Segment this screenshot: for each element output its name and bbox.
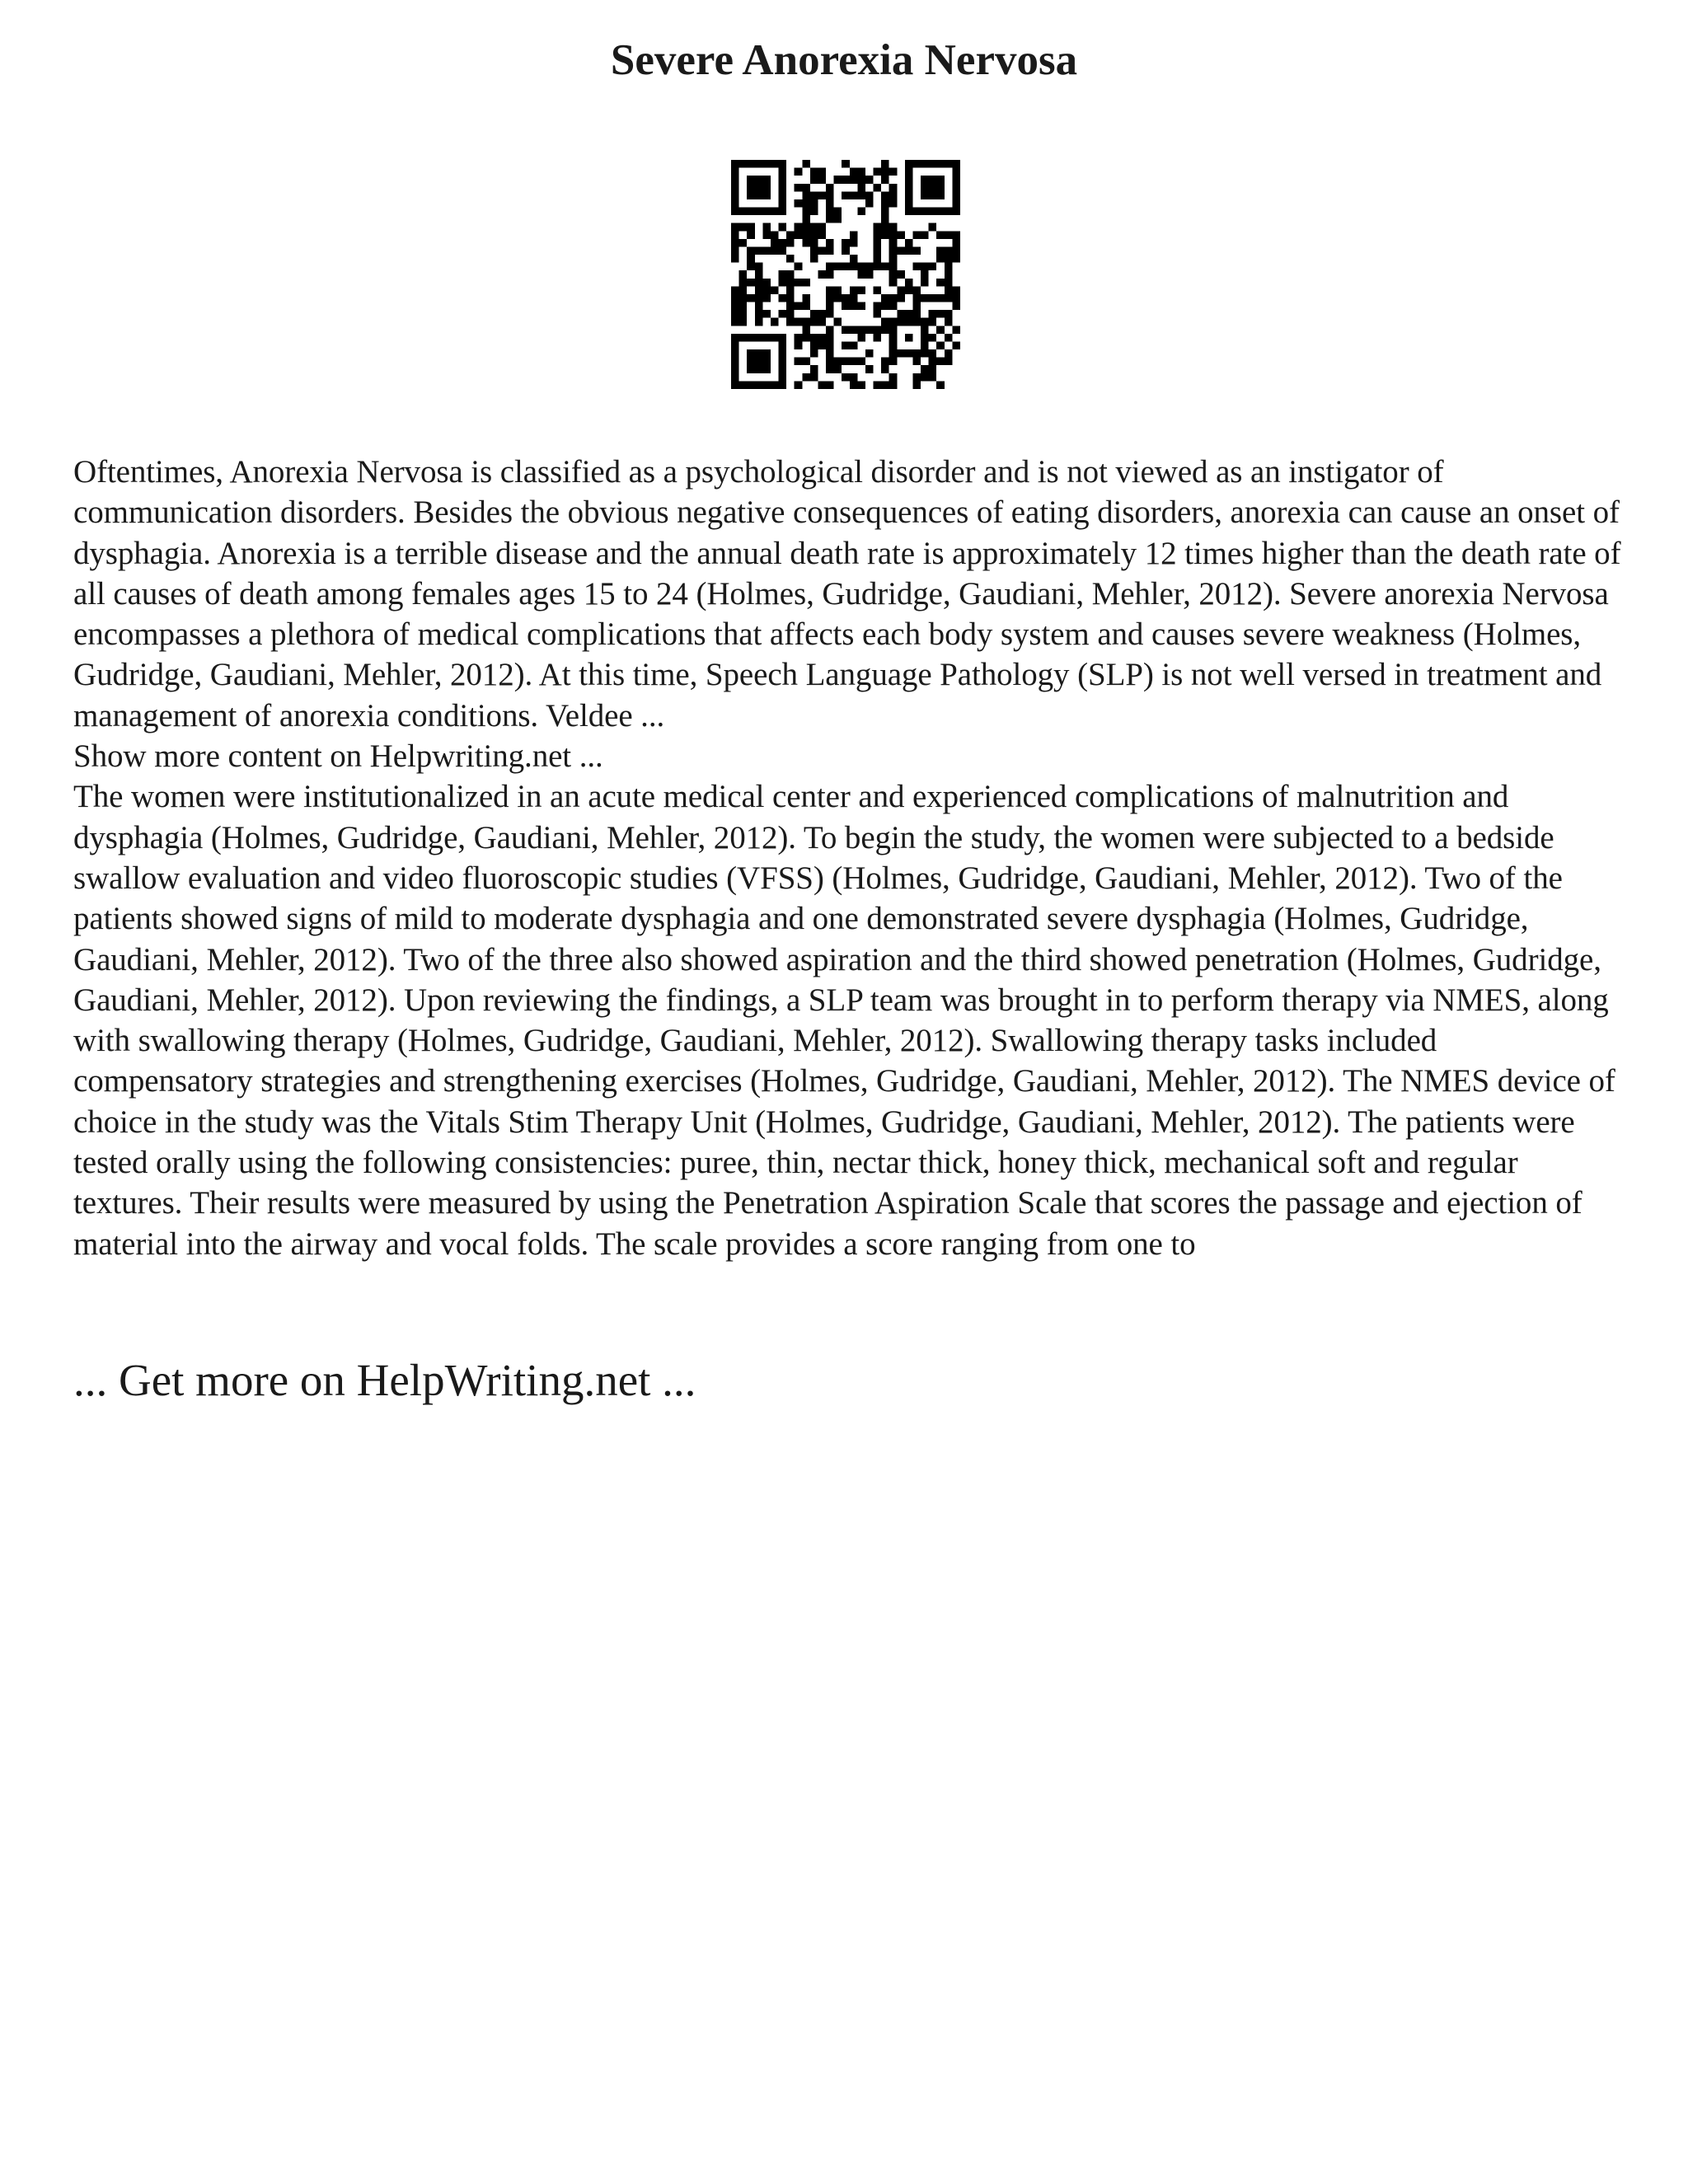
paragraph-intro: Oftentimes, Anorexia Nervosa is classified as a psychological disorder and is not viewed as an instigator of communication disorders. Besides the obvious negative consequences of eating disorders, anorexia can cause an onset of dysphagia. Anorexia is a terrible disease and the annual death rate is approximately 12 times higher than the death rate of all causes of death among females ages 15 to 24 (Holmes, Gudridge, Gaudiani, Mehler, 2012). Severe anorexia Nervosa encompasses a plethora of medical complications that affects each body system and causes severe weakness (Holmes, Gudridge, Gaudiani, Mehler, 2012). At this time, Speech Language Pathology (SLP) is not well versed in treatment and management of anorexia conditions. Veldee ...	[73, 454, 1621, 733]
article-body	[73, 452, 1623, 1264]
show-more-line: Show more content on Helpwriting.net ...	[73, 738, 603, 775]
qr-code-graphic	[731, 160, 960, 389]
get-more-link[interactable]: ... Get more on HelpWriting.net ...	[73, 1355, 696, 1405]
qr-code-icon[interactable]	[731, 160, 960, 389]
paragraph-study: The women were institutionalized in an acute medical center and experienced complications of malnutrition and dysphagia (Holmes, Gudridge, Gaudiani, Mehler, 2012). To begin the study, the women were subjected to a bedside swallow evaluation and video fluoroscopic studies (VFSS) (Holmes, Gudridge, Gaudiani, Mehler, 2012). Two of the patients showed signs of mild to moderate dysphagia and one demonstrated severe dysphagia (Holmes, Gudridge, Gaudiani, Mehler, 2012). Two of the three also showed aspiration and the third showed penetration (Holmes, Gudridge, Gaudiani, Mehler, 2012). Upon reviewing the findings, a SLP team was brought in to perform therapy via NMES, along with swallowing therapy (Holmes, Gudridge, Gaudiani, Mehler, 2012). Swallowing therapy tasks included compensatory strategies and strengthening exercises (Holmes, Gudridge, Gaudiani, Mehler, 2012). The NMES device of choice in the study was the Vitals Stim Therapy Unit (Holmes, Gudridge, Gaudiani, Mehler, 2012). The patients were tested orally using the following consistencies: puree, thin, nectar thick, honey thick, mechanical soft and regular textures. Their results were measured by using the Penetration Aspiration Scale that scores the passage and ejection of material into the airway and vocal folds. The scale provides a score ranging from one to	[73, 779, 1615, 1262]
page-title: Severe Anorexia Nervosa	[610, 36, 1078, 84]
